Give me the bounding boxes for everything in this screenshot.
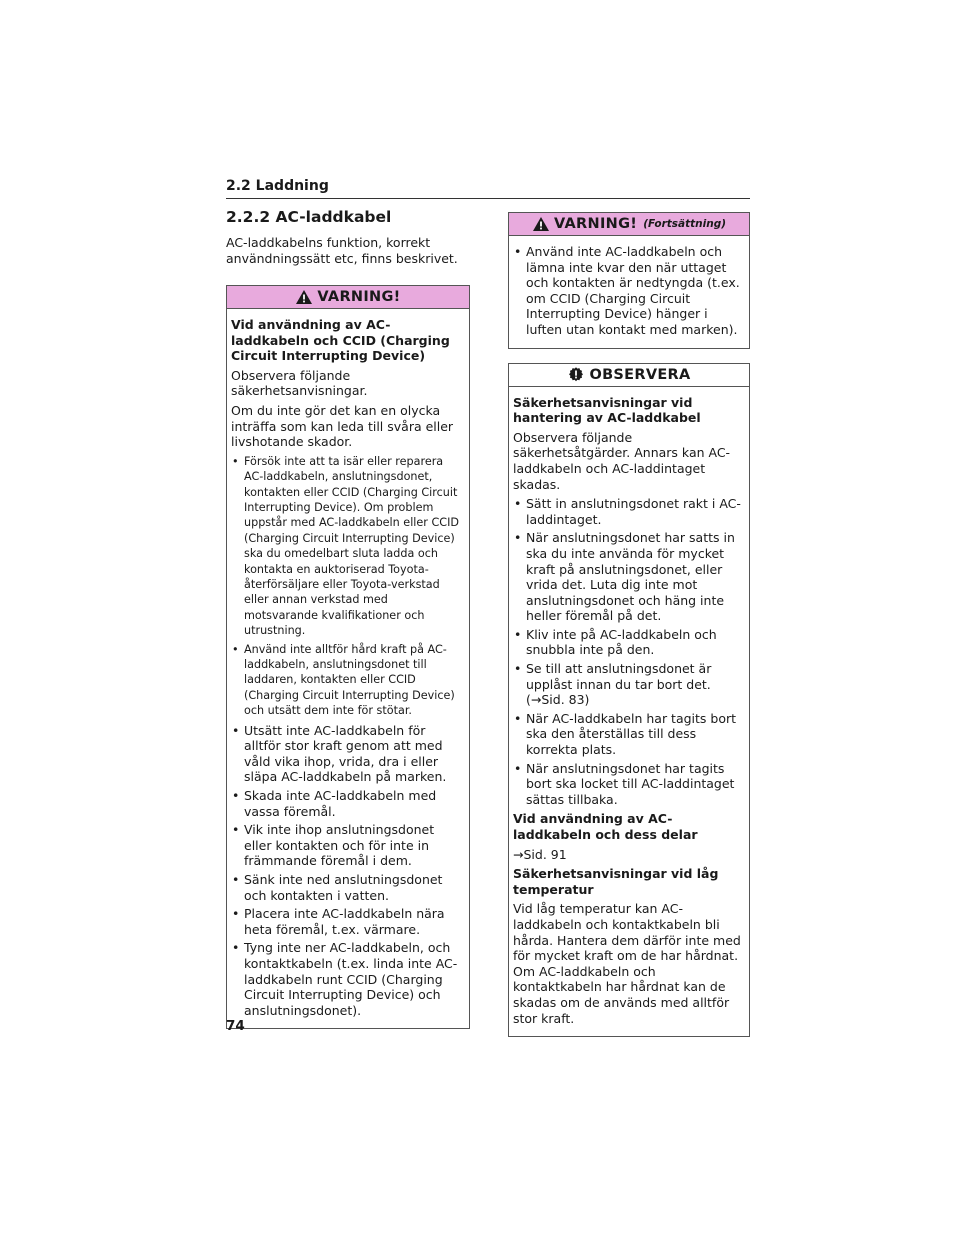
note-heading: Säkerhetsanvisningar vid hantering av AC-laddkabel	[513, 394, 701, 426]
list-item: • Försök inte att ta isär eller reparera AC-laddkabeln, anslutningsdonet, kontakten eller CCID (Charging Circuit Interrupting Device). Om problem uppstår med AC-laddkabeln eller CCID (Charging Circuit Interrupting Device) ska du omedelbart sluta ladda och kontakta en auktoriserad Toyota-återförsäljare eller Toyota-verkstad eller annan verkstad med motsvarande kvalifikationer och utrustning.	[231, 454, 465, 639]
subsection-title: 2.2.2 AC-laddkabel	[226, 208, 392, 226]
note-body	[509, 387, 749, 1037]
page-number: 74	[226, 1018, 245, 1034]
note-heading: Säkerhetsanvisningar vid låg temperatur	[513, 866, 719, 897]
warning-box	[226, 285, 470, 1029]
list-item: • Skada inte AC-laddkabeln med vassa föremål.	[231, 788, 465, 819]
warning-continued-list	[513, 244, 745, 338]
list-item: • Använd inte AC-laddkabeln och lämna inte kvar den när uttaget och kontakten är nedtyngda (t.ex. om CCID (Charging Circuit Interrupting Device) hänger i luften utan kontakt med marken).	[513, 244, 745, 338]
warning-label: VARNING!	[553, 216, 638, 232]
note-paragraph: Vid låg temperatur kan AC-laddkabeln och kontaktkabeln bli hårda. Hantera dem därför inte med för mycket kraft om de har hårdnat. Om AC-laddkabeln och kontaktkabeln har hårdnat kan de skadas om de används med alltför stor kraft.	[513, 901, 741, 1026]
note-icon	[567, 366, 585, 384]
continued-label: (Fortsättning)	[643, 218, 727, 230]
list-item: • Sätt in anslutningsdonet rakt i AC-laddintaget.	[513, 496, 745, 527]
warning-paragraph: Om du inte gör det kan en olycka inträffa som kan leda till svåra eller livshotande skador.	[231, 402, 454, 450]
note-paragraph: Observera följande säkerhetsåtgärder. Annars kan AC-laddkabeln och AC-laddintaget skadas.	[513, 429, 731, 492]
warning-continued-box	[508, 212, 750, 349]
list-item: • Kliv inte på AC-laddkabeln och snubbla inte på den.	[513, 627, 745, 658]
page-reference-link[interactable]: →Sid. 91	[513, 846, 567, 862]
note-box	[508, 363, 750, 1038]
note-label: OBSERVERA	[589, 366, 691, 383]
warning-header	[227, 286, 469, 309]
note-heading: Vid användning av AC-laddkabeln och dess delar	[513, 811, 698, 842]
intro-text: AC-laddkabelns funktion, korrekt användningssätt etc, finns beskrivet.	[226, 235, 458, 266]
list-item: • När AC-laddkabeln har tagits bort ska den återställas till dess korrekta plats.	[513, 711, 745, 758]
section-header: 2.2 Laddning	[226, 178, 750, 199]
warning-list	[231, 723, 465, 1019]
list-item: • Sänk inte ned anslutningsdonet och kontakten i vatten.	[231, 872, 465, 903]
list-item: • Använd inte alltför hård kraft på AC-laddkabeln, anslutningsdonet till laddaren, kontakten eller CCID (Charging Circuit Interrupting Device) och utsätt dem inte för stötar.	[231, 642, 465, 719]
list-item: • När anslutningsdonet har satts in ska du inte använda för mycket kraft på anslutningsdonet, eller vrida det. Luta dig inte mot anslutningsdonet och häng inte heller föremål på det.	[513, 530, 745, 624]
list-item: • När anslutningsdonet har tagits bort ska locket till AC-laddintaget sättas tillbaka.	[513, 761, 745, 808]
left-column	[226, 208, 470, 1029]
list-item: • Utsätt inte AC-laddkabeln för alltför stor kraft genom att med våld vika ihop, vrida, dra i eller släpa AC-laddkabeln på marken.	[231, 723, 465, 785]
list-item: • Se till att anslutningsdonet är upplåst innan du tar bort det. (→Sid. 83)	[513, 661, 745, 708]
warning-continued-body	[509, 236, 749, 348]
list-item: • Placera inte AC-laddkabeln nära heta föremål, t.ex. värmare.	[231, 906, 465, 937]
warning-paragraph: Observera följande säkerhetsanvisningar.	[231, 367, 368, 399]
note-list	[513, 496, 745, 807]
list-item: • Tyng inte ner AC-laddkabeln, och kontaktkabeln (t.ex. linda inte AC-laddkabeln runt CCID (Charging Circuit Interrupting Device) och anslutningsdonet).	[231, 940, 465, 1018]
warning-continued-header	[509, 213, 749, 236]
warning-heading: Vid användning av AC-laddkabeln och CCID (Charging Circuit Interrupting Device)	[231, 317, 450, 364]
warning-icon	[532, 216, 550, 232]
list-item: • Vik inte ihop anslutningsdonet eller kontakten och för inte in främmande föremål i dem.	[231, 822, 465, 869]
warning-list-small	[231, 454, 465, 719]
right-column	[508, 212, 750, 1037]
warning-icon	[295, 289, 313, 305]
warning-label: VARNING!	[317, 289, 401, 305]
warning-body	[227, 309, 469, 1028]
note-header	[509, 364, 749, 387]
